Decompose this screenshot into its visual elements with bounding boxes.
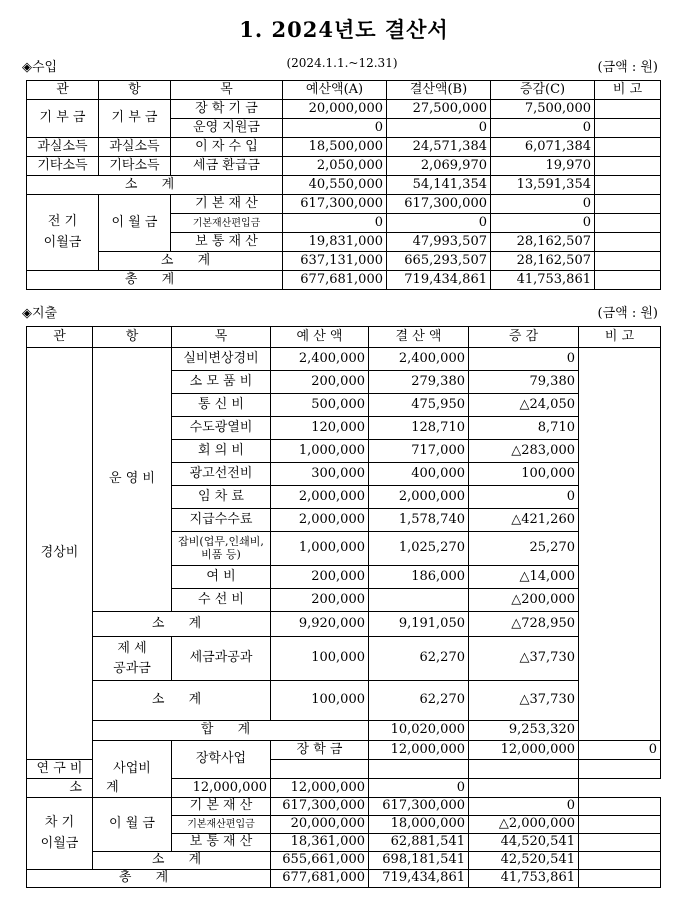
- subtotal-label: 소 계: [27, 176, 283, 195]
- settled-cell: 128,710: [369, 417, 469, 440]
- mok-cell: 기본재산편입금: [172, 816, 271, 834]
- settled-cell: 719,434,861: [369, 870, 469, 888]
- note-cell: [579, 852, 661, 870]
- expense-section-label: 지출: [32, 306, 58, 321]
- mok-cell: 기본재산편입금: [171, 214, 283, 233]
- header-note: 비 고: [595, 81, 661, 100]
- settled-cell: 54,141,354: [387, 176, 491, 195]
- table-row: [27, 195, 661, 214]
- note-cell: [579, 816, 661, 834]
- diff-cell: 0: [491, 195, 595, 214]
- budget-cell: 10,020,000: [369, 721, 469, 741]
- gwan-cell: 과실소득: [27, 138, 99, 157]
- header-hang: 항: [99, 81, 171, 100]
- total-label: 총 계: [27, 271, 283, 290]
- budget-cell: 2,000,000: [271, 486, 369, 509]
- diff-cell: 0: [469, 486, 579, 509]
- income-period: (2024.1.1.~12.31): [286, 56, 398, 70]
- header-settled: 결산액(B): [387, 81, 491, 100]
- settled-cell: 2,000,000: [369, 486, 469, 509]
- diff-cell: △283,000: [469, 440, 579, 463]
- budget-cell: 655,661,000: [271, 852, 369, 870]
- table-row: [27, 100, 661, 119]
- note-cell: [595, 176, 661, 195]
- budget-cell: 18,361,000: [271, 834, 369, 852]
- budget-cell: 19,831,000: [283, 233, 387, 252]
- note-cell: [595, 100, 661, 119]
- budget-cell: 300,000: [271, 463, 369, 486]
- settled-cell: 1,025,270: [369, 532, 469, 566]
- diff-cell: △14,000: [469, 566, 579, 589]
- settled-cell: [369, 589, 469, 612]
- mok-cell: 세금 환급금: [171, 157, 283, 176]
- budget-cell: 9,920,000: [271, 612, 369, 637]
- table-row: [27, 348, 661, 371]
- diff-cell: 6,071,384: [491, 138, 595, 157]
- total-label: 합 계: [93, 721, 369, 741]
- header-settled: 결 산 액: [369, 327, 469, 348]
- budget-cell: 12,000,000: [172, 779, 271, 798]
- settled-cell: 617,300,000: [387, 195, 491, 214]
- diff-cell: 0: [469, 348, 579, 371]
- settled-cell: 665,293,507: [387, 252, 491, 271]
- hang-cell: 이 월 금: [93, 798, 172, 852]
- header-note: 비 고: [579, 327, 661, 348]
- budget-cell: 637,131,000: [283, 252, 387, 271]
- expense-unit: (금액 : 원): [597, 306, 658, 321]
- note-cell: [595, 252, 661, 271]
- budget-cell: 2,050,000: [283, 157, 387, 176]
- settled-cell: [369, 760, 469, 779]
- header-mok: 목: [171, 81, 283, 100]
- diff-cell: △200,000: [469, 589, 579, 612]
- header-gwan: 관: [27, 81, 99, 100]
- diff-cell: [469, 760, 579, 779]
- mok-cell: 기 본 재 산: [172, 798, 271, 816]
- settled-cell: 47,993,507: [387, 233, 491, 252]
- hang-cell: 기 부 금: [99, 100, 171, 138]
- diff-cell: 42,520,541: [469, 852, 579, 870]
- diff-cell: 28,162,507: [491, 252, 595, 271]
- settled-cell: 27,500,000: [387, 100, 491, 119]
- header-hang: 항: [93, 327, 172, 348]
- subtotal-row: [27, 252, 661, 271]
- subtotal-label: 소 계: [99, 252, 283, 271]
- note-cell: [595, 233, 661, 252]
- note-cell: [595, 157, 661, 176]
- expense-header-row: [27, 327, 661, 348]
- diamond-bullet-icon: ◈: [22, 306, 32, 321]
- settled-cell: 698,181,541: [369, 852, 469, 870]
- settled-cell: 717,000: [369, 440, 469, 463]
- note-cell: [469, 779, 579, 798]
- mok-cell: 수도광열비: [172, 417, 271, 440]
- note-cell: [579, 834, 661, 852]
- subtotal-row: [27, 176, 661, 195]
- header-gwan: 관: [27, 327, 93, 348]
- table-row: [27, 157, 661, 176]
- note-cell: [595, 214, 661, 233]
- diff-cell: 28,162,507: [491, 233, 595, 252]
- diff-cell: 41,753,861: [469, 870, 579, 888]
- income-header-row: [27, 81, 661, 100]
- budget-cell: 500,000: [271, 394, 369, 417]
- income-table: [26, 80, 661, 290]
- subtotal-row: [27, 612, 661, 637]
- settled-cell: 12,000,000: [469, 741, 579, 760]
- settled-cell: 279,380: [369, 371, 469, 394]
- budget-cell: 0: [283, 119, 387, 138]
- budget-cell: 100,000: [271, 637, 369, 681]
- diff-cell: 0: [579, 741, 661, 760]
- mok-cell: 통 신 비: [172, 394, 271, 417]
- budget-cell: 1,000,000: [271, 532, 369, 566]
- mok-cell: 수 선 비: [172, 589, 271, 612]
- mok-cell: 보 통 재 산: [171, 233, 283, 252]
- budget-cell: 200,000: [271, 566, 369, 589]
- mok-cell: 실비변상경비: [172, 348, 271, 371]
- table-row: [27, 637, 661, 681]
- diff-cell: 25,270: [469, 532, 579, 566]
- subtotal-row: [27, 681, 661, 721]
- settled-cell: 24,571,384: [387, 138, 491, 157]
- gwan-cell: 전 기 이월금: [27, 195, 99, 271]
- settled-cell: 719,434,861: [387, 271, 491, 290]
- mok-cell: 소 모 품 비: [172, 371, 271, 394]
- diff-cell: △24,050: [469, 394, 579, 417]
- settled-cell: 186,000: [369, 566, 469, 589]
- header-diff: 증감(C): [491, 81, 595, 100]
- budget-cell: 677,681,000: [271, 870, 369, 888]
- table-row: [27, 741, 661, 760]
- gwan-cell: 차 기 이월금: [27, 798, 93, 870]
- settled-cell: 62,881,541: [369, 834, 469, 852]
- settled-cell: 12,000,000: [271, 779, 369, 798]
- diff-cell: 41,753,861: [491, 271, 595, 290]
- table-row: [27, 798, 661, 816]
- note-cell: [595, 138, 661, 157]
- table-row: [27, 138, 661, 157]
- header-mok: 목: [172, 327, 271, 348]
- note-cell: [595, 271, 661, 290]
- income-unit: (금액 : 원): [597, 60, 658, 75]
- header-diff: 증 감: [469, 327, 579, 348]
- budget-cell: 0: [283, 214, 387, 233]
- note-cell: [579, 760, 661, 779]
- diff-cell: 7,500,000: [491, 100, 595, 119]
- diff-cell: 100,000: [469, 463, 579, 486]
- diff-cell: 0: [469, 798, 579, 816]
- settled-cell: 1,578,740: [369, 509, 469, 532]
- diff-cell: △37,730: [469, 681, 579, 721]
- settled-cell: 400,000: [369, 463, 469, 486]
- settled-cell: 9,191,050: [369, 612, 469, 637]
- budget-cell: 2,400,000: [271, 348, 369, 371]
- subtotal-label: 소 계: [93, 612, 271, 637]
- diff-cell: 19,970: [491, 157, 595, 176]
- mok-cell: 여 비: [172, 566, 271, 589]
- budget-cell: 100,000: [271, 681, 369, 721]
- subtotal-label: 소 계: [93, 681, 271, 721]
- diff-cell: △37,730: [469, 637, 579, 681]
- mok-cell: 세금과공과: [172, 637, 271, 681]
- settled-cell: 62,270: [369, 681, 469, 721]
- diff-cell: △2,000,000: [469, 816, 579, 834]
- budget-cell: 1,000,000: [271, 440, 369, 463]
- settled-cell: 475,950: [369, 394, 469, 417]
- subtotal-label: 소 계: [93, 852, 271, 870]
- total-row: [27, 271, 661, 290]
- note-cell: [579, 798, 661, 816]
- hang-cell: 과실소득: [99, 138, 171, 157]
- hang-cell: 제 세 공과금: [93, 637, 172, 681]
- budget-cell: 120,000: [271, 417, 369, 440]
- budget-cell: 20,000,000: [271, 816, 369, 834]
- budget-cell: 617,300,000: [283, 195, 387, 214]
- gwan-cell: 기타소득: [27, 157, 99, 176]
- expense-section-header: [22, 302, 662, 320]
- budget-cell: 40,550,000: [283, 176, 387, 195]
- income-section-label: 수입: [32, 60, 58, 75]
- diff-cell: △421,260: [469, 509, 579, 532]
- mok-cell: 보 통 재 산: [172, 834, 271, 852]
- diff-cell: 0: [491, 119, 595, 138]
- expense-table: [26, 326, 661, 888]
- diff-cell: 13,591,354: [491, 176, 595, 195]
- hang-cell: 운 영 비: [93, 348, 172, 612]
- diff-cell: 79,380: [469, 371, 579, 394]
- mok-cell: 연 구 비: [27, 760, 93, 779]
- total-row: [27, 870, 661, 888]
- diamond-bullet-icon: ◈: [22, 60, 32, 75]
- diff-cell: 8,710: [469, 417, 579, 440]
- mok-cell: 광고선전비: [172, 463, 271, 486]
- mok-cell: 운영 지원금: [171, 119, 283, 138]
- mok-cell: 지급수수료: [172, 509, 271, 532]
- mok-cell: 임 차 료: [172, 486, 271, 509]
- budget-cell: [271, 760, 369, 779]
- subtotal-label: 소 계: [27, 779, 172, 798]
- total-label: 총 계: [27, 870, 271, 888]
- diff-cell: 44,520,541: [469, 834, 579, 852]
- header-budget: 예 산 액: [271, 327, 369, 348]
- budget-cell: 617,300,000: [271, 798, 369, 816]
- hang-cell: 장학사업: [172, 741, 271, 779]
- gwan-cell: 경상비: [27, 348, 93, 760]
- settled-cell: 0: [387, 214, 491, 233]
- budget-cell: 200,000: [271, 371, 369, 394]
- note-cell: [579, 870, 661, 888]
- mok-cell: 장 학 기 금: [171, 100, 283, 119]
- header-budget: 예산액(A): [283, 81, 387, 100]
- settled-cell: 2,400,000: [369, 348, 469, 371]
- page-title: 1. 2024년도 결산서: [239, 17, 449, 42]
- settled-cell: 18,000,000: [369, 816, 469, 834]
- income-section-header: [22, 56, 662, 74]
- settled-cell: 0: [387, 119, 491, 138]
- mok-cell: 기 본 재 산: [171, 195, 283, 214]
- mok-cell: 이 자 수 입: [171, 138, 283, 157]
- total-row: [27, 721, 661, 741]
- settled-cell: 2,069,970: [387, 157, 491, 176]
- budget-cell: 677,681,000: [283, 271, 387, 290]
- budget-cell: 18,500,000: [283, 138, 387, 157]
- diff-cell: 0: [369, 779, 469, 798]
- hang-cell: 기타소득: [99, 157, 171, 176]
- budget-cell: 200,000: [271, 589, 369, 612]
- note-cell: [579, 348, 661, 741]
- gwan-cell: 사업비: [93, 741, 172, 798]
- budget-cell: 12,000,000: [369, 741, 469, 760]
- settled-cell: 62,270: [369, 637, 469, 681]
- budget-cell: 2,000,000: [271, 509, 369, 532]
- subtotal-row: [27, 852, 661, 870]
- mok-cell: 회 의 비: [172, 440, 271, 463]
- diff-cell: 0: [491, 214, 595, 233]
- note-cell: [595, 119, 661, 138]
- hang-cell: 이 월 금: [99, 195, 171, 252]
- mok-cell: 잡비(업무,인쇄비,비품 등): [172, 532, 271, 566]
- settled-cell: 617,300,000: [369, 798, 469, 816]
- gwan-cell: 기 부 금: [27, 100, 99, 138]
- note-cell: [595, 195, 661, 214]
- settled-cell: 9,253,320: [469, 721, 579, 741]
- budget-cell: 20,000,000: [283, 100, 387, 119]
- mok-cell: 장 학 금: [271, 741, 369, 760]
- diff-cell: △728,950: [469, 612, 579, 637]
- subtotal-row: [27, 779, 661, 798]
